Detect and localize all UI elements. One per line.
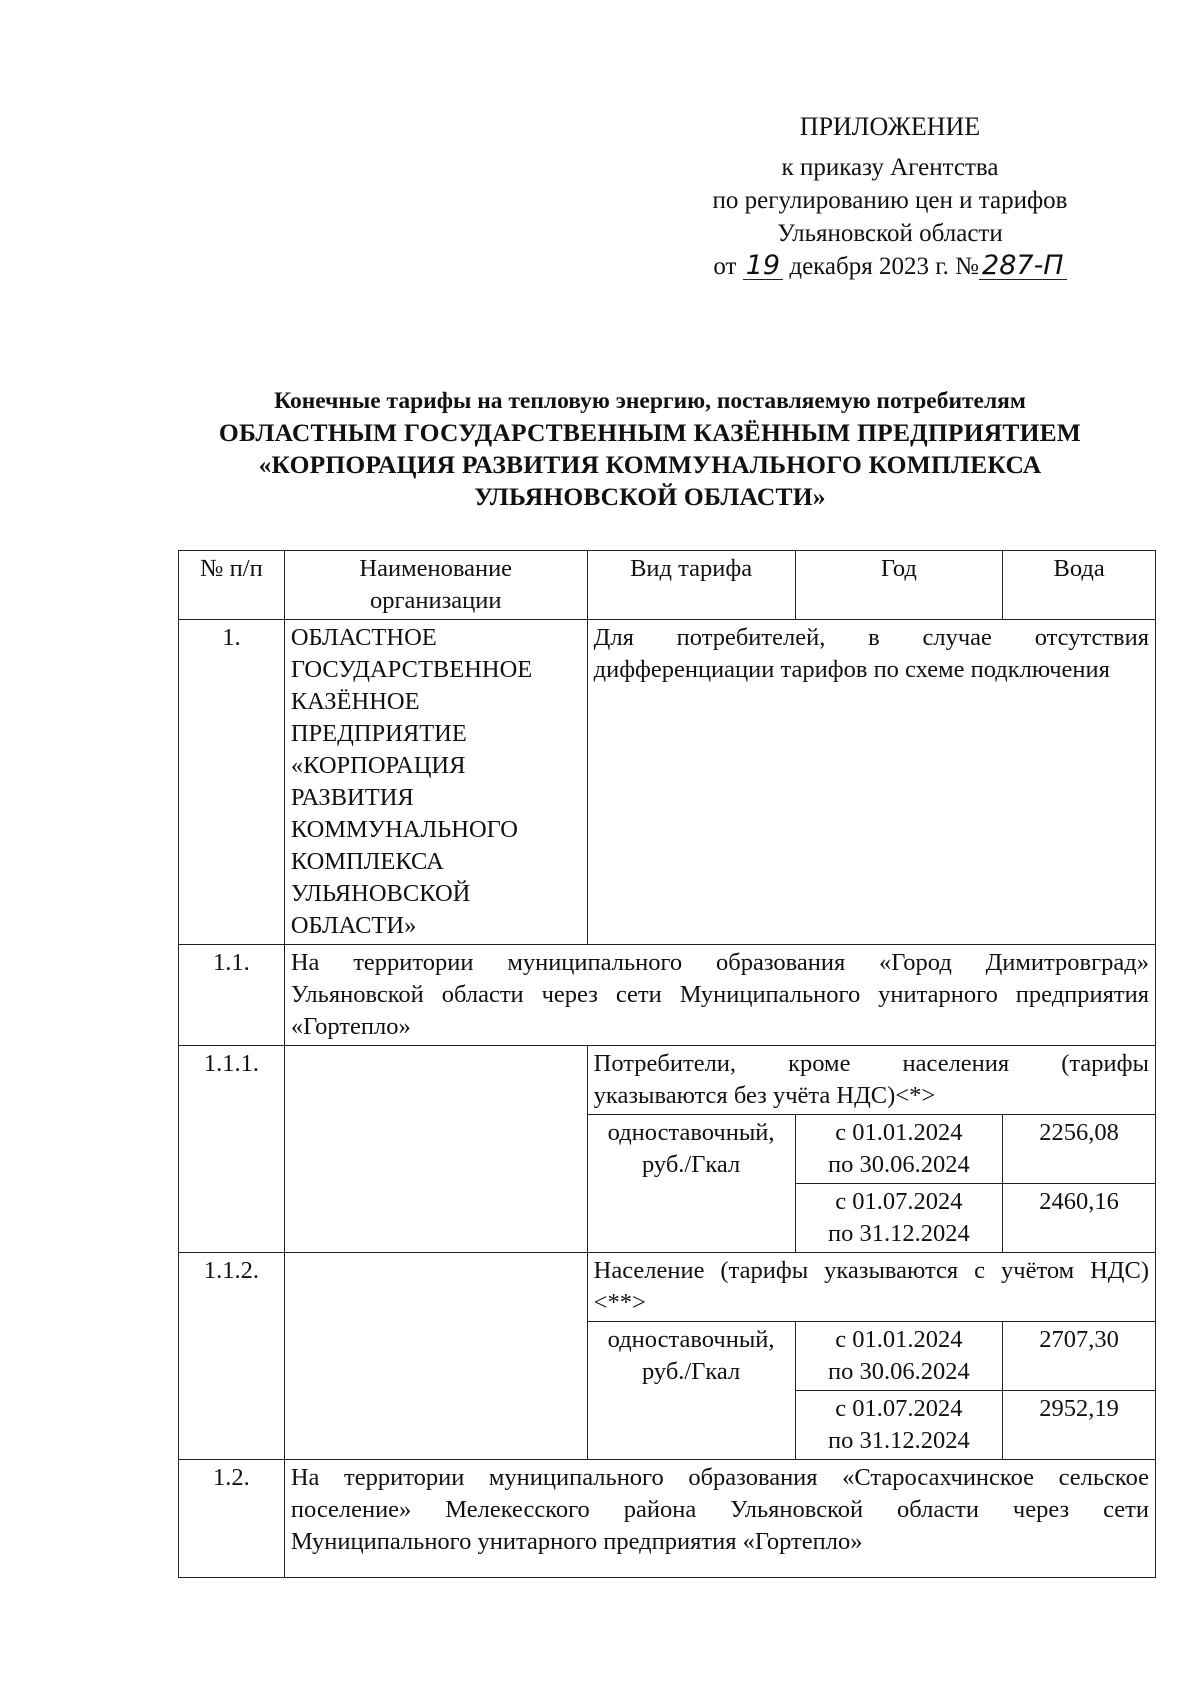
tariff-value: 2952,19 (1003, 1391, 1156, 1460)
appendix-line-3: Ульяновской области (777, 220, 1003, 247)
territory-text: На территории муниципального образования «Старосахчинское сельское поселение» Мелекесского района Ульяновской области через сети Муниципального унитарного предприятия «Гортепло» (284, 1460, 1155, 1578)
tariff-type: одноставочный, руб./Гкал (587, 1115, 795, 1253)
tariff-value: 2707,30 (1003, 1322, 1156, 1391)
period-from: с 01.07.2024 (835, 1188, 963, 1215)
appendix-date-line (660, 250, 1120, 283)
row-num: 1. (179, 620, 285, 945)
header-type: Вид тарифа (587, 551, 795, 620)
tariffs-table (178, 550, 1156, 1578)
heading-line-1: Конечные тарифы на тепловую энергию, поставляемую потребителям (274, 388, 1026, 414)
table-row (179, 1046, 1156, 1115)
appendix-line-2: по регулированию цен и тарифов (712, 187, 1068, 214)
table-row (179, 1460, 1156, 1578)
period-to: по 30.06.2024 (828, 1151, 970, 1178)
appendix-line-1: к приказу Агентства (781, 154, 999, 181)
handwritten-order-number: 287-П (979, 253, 1067, 280)
table-row (179, 945, 1156, 1046)
tariff-value: 2256,08 (1003, 1115, 1156, 1184)
period-to: по 30.06.2024 (828, 1358, 970, 1385)
period-cell (795, 1391, 1003, 1460)
appendix-block (660, 110, 1120, 283)
period-cell (795, 1322, 1003, 1391)
row-num: 1.2. (179, 1460, 285, 1578)
period-from: с 01.01.2024 (835, 1326, 963, 1353)
category-text: Население (тарифы указываются с учётом НДС) <**> (587, 1253, 1155, 1322)
row-note: Для потребителей, в случае отсутствия дифференциации тарифов по схеме подключения (587, 620, 1155, 945)
category-text: Потребители, кроме населения (тарифы указываются без учёта НДС)<*> (587, 1046, 1155, 1115)
document-heading (150, 385, 1150, 513)
heading-line-4: УЛЬЯНОВСКОЙ ОБЛАСТИ» (474, 482, 826, 511)
header-num: № п/п (179, 551, 285, 620)
period-cell (795, 1184, 1003, 1253)
header-water: Вода (1003, 551, 1156, 620)
period-to: по 31.12.2024 (828, 1220, 970, 1247)
tariff-type: одноставочный, руб./Гкал (587, 1322, 795, 1460)
handwritten-day: 19 (743, 253, 783, 280)
row-num: 1.1. (179, 945, 285, 1046)
table-row (179, 1253, 1156, 1322)
appendix-title: ПРИЛОЖЕНИЕ (799, 112, 981, 141)
territory-text: На территории муниципального образования «Город Димитровград» Ульяновской области через сети Муниципального унитарного предприятия «Гортепло» (284, 945, 1155, 1046)
date-prefix: от (713, 253, 737, 280)
row-num: 1.1.2. (179, 1253, 285, 1460)
table-row (179, 620, 1156, 945)
period-from: с 01.07.2024 (835, 1395, 963, 1422)
table-header-row (179, 551, 1156, 620)
empty-cell (284, 1253, 587, 1460)
org-name: ОБЛАСТНОЕ ГОСУДАРСТВЕННОЕ КАЗЁННОЕ ПРЕДПРИЯТИЕ «КОРПОРАЦИЯ РАЗВИТИЯ КОММУНАЛЬНОГО КОМПЛЕКСА УЛЬЯНОВСКОЙ ОБЛАСТИ» (284, 620, 587, 945)
period-cell (795, 1115, 1003, 1184)
heading-line-2: ОБЛАСТНЫМ ГОСУДАРСТВЕННЫМ КАЗЁННЫМ ПРЕДПРИЯТИЕМ (218, 418, 1082, 447)
header-org: Наименование организации (284, 551, 587, 620)
date-rest: декабря 2023 г. № (789, 253, 980, 280)
empty-cell (284, 1046, 587, 1253)
tariff-value: 2460,16 (1003, 1184, 1156, 1253)
heading-line-3: «КОРПОРАЦИЯ РАЗВИТИЯ КОММУНАЛЬНОГО КОМПЛЕКСА (258, 450, 1042, 479)
row-num: 1.1.1. (179, 1046, 285, 1253)
period-from: с 01.01.2024 (835, 1119, 963, 1146)
header-year: Год (795, 551, 1003, 620)
period-to: по 31.12.2024 (828, 1427, 970, 1454)
